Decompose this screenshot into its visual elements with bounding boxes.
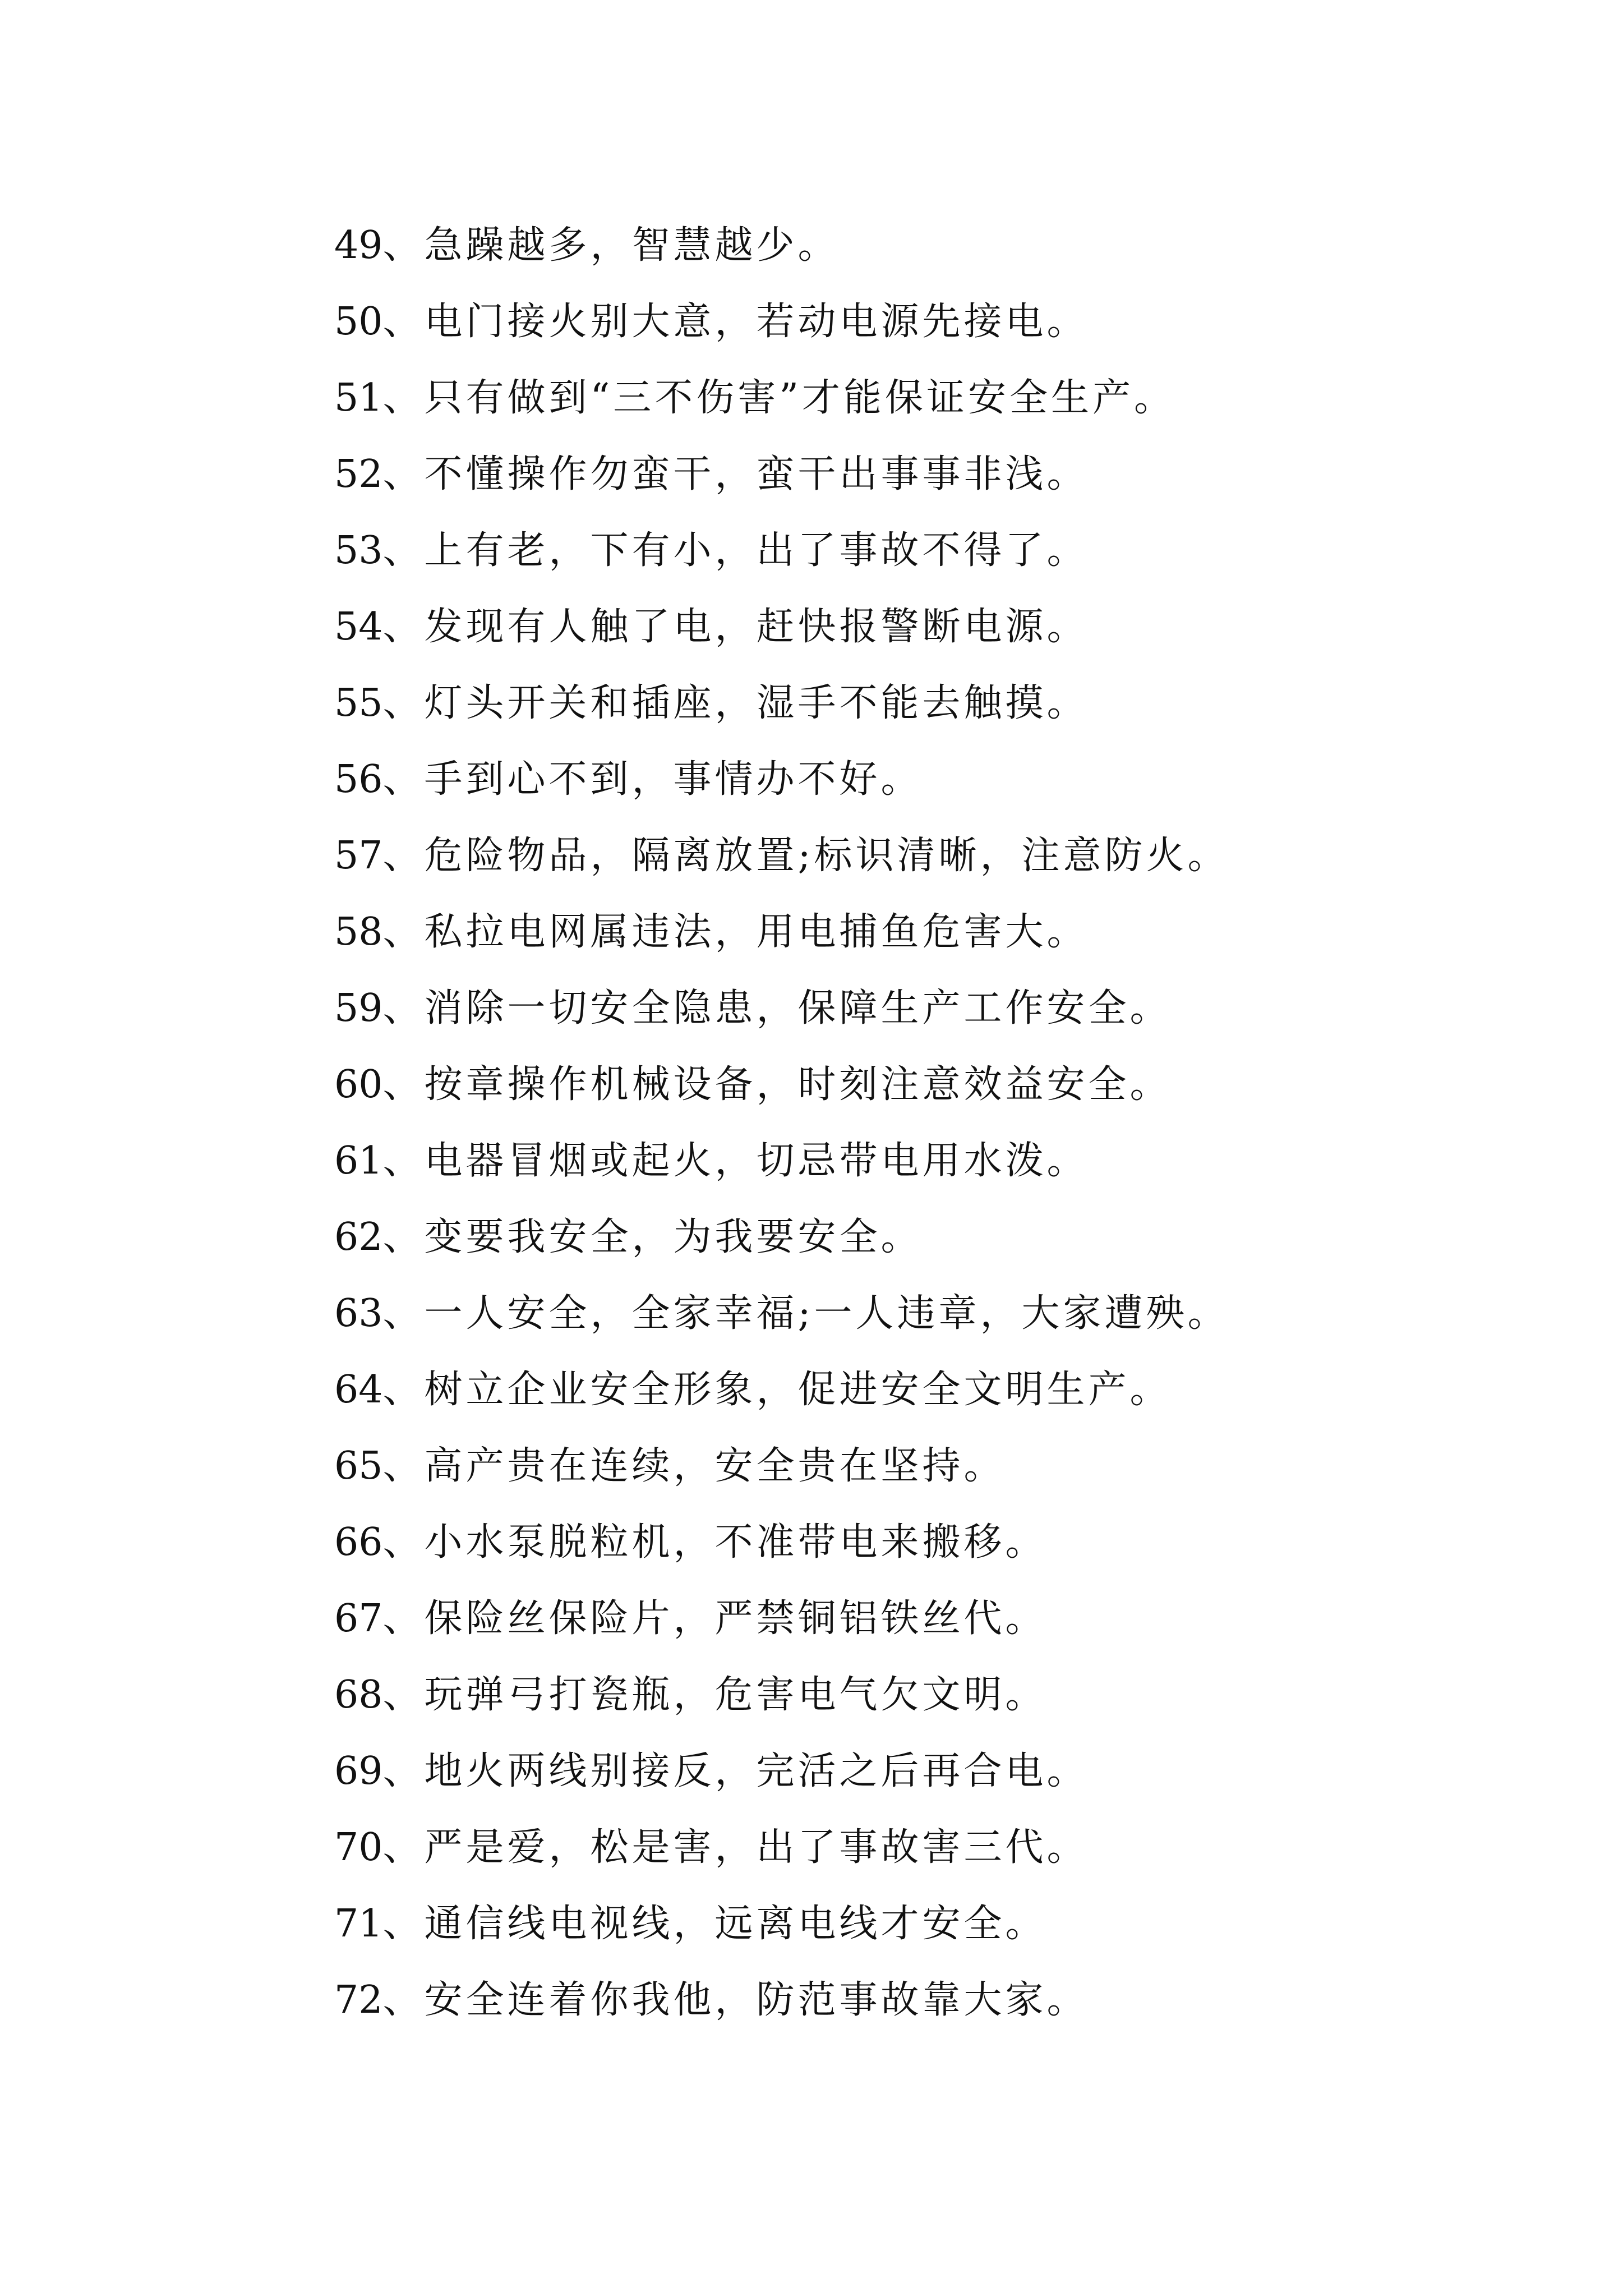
item-text: 、私拉电网属违法，用电捕鱼危害大。 — [382, 910, 1089, 954]
item-number: 59 — [334, 986, 383, 1030]
item-text: 、电门接火别大意，若动电源先接电。 — [382, 300, 1089, 344]
item-number: 51 — [334, 376, 383, 420]
list-item — [334, 1047, 1512, 1123]
item-text: 、消除一切安全隐患，保障生产工作安全。 — [382, 986, 1172, 1030]
item-number: 64 — [334, 1368, 383, 1412]
item-number: 58 — [334, 910, 383, 954]
item-text: 、安全连着你我他，防范事故靠大家。 — [382, 1978, 1089, 2022]
item-text: 、按章操作机械设备，时刻注意效益安全。 — [382, 1062, 1172, 1107]
item-text: 、严是爱，松是害，出了事故害三代。 — [382, 1825, 1089, 1870]
item-number: 55 — [334, 681, 383, 725]
list-item — [334, 1276, 1512, 1352]
list-item — [334, 1886, 1512, 1962]
list-item — [334, 1962, 1512, 2039]
item-number: 66 — [334, 1520, 383, 1565]
item-number: 53 — [334, 528, 383, 573]
item-number: 63 — [334, 1291, 383, 1336]
item-number: 52 — [334, 452, 383, 496]
list-item — [334, 1810, 1512, 1886]
list-item — [334, 513, 1512, 589]
item-text: 、高产贵在连续，安全贵在坚持。 — [382, 1444, 1006, 1488]
item-text: 、手到心不到，事情办不好。 — [382, 757, 923, 802]
list-item — [334, 818, 1512, 894]
item-number: 70 — [334, 1825, 383, 1870]
item-number: 49 — [334, 223, 383, 268]
item-number: 61 — [334, 1139, 383, 1183]
list-item — [334, 970, 1512, 1047]
list-item — [334, 208, 1512, 284]
item-number: 67 — [334, 1596, 383, 1641]
list-item — [334, 589, 1512, 665]
item-text: 、保险丝保险片，严禁铜铝铁丝代。 — [382, 1596, 1047, 1641]
list-item — [334, 1123, 1512, 1199]
list-item — [334, 742, 1512, 818]
item-number: 54 — [334, 605, 383, 649]
slogan-list — [334, 208, 1512, 2039]
list-item — [334, 1428, 1512, 1504]
list-item — [334, 1733, 1512, 1810]
list-item — [334, 284, 1512, 360]
item-text: 、上有老，下有小，出了事故不得了。 — [382, 528, 1089, 573]
item-text: 、急躁越多，智慧越少。 — [382, 223, 840, 268]
list-item — [334, 894, 1512, 970]
list-item — [334, 436, 1512, 513]
item-number: 60 — [334, 1062, 383, 1107]
item-text: 、危险物品，隔离放置;标识清晰，注意防火。 — [382, 834, 1229, 878]
item-text: 、只有做到“三不伤害”才能保证安全生产。 — [382, 376, 1176, 420]
item-number: 65 — [334, 1444, 383, 1488]
item-number: 72 — [334, 1978, 383, 2022]
item-number: 56 — [334, 757, 383, 802]
item-number: 57 — [334, 834, 383, 878]
item-number: 71 — [334, 1902, 383, 1946]
list-item — [334, 360, 1512, 436]
item-number: 50 — [334, 300, 383, 344]
item-text: 、玩弹弓打瓷瓶，危害电气欠文明。 — [382, 1673, 1047, 1717]
item-text: 、灯头开关和插座，湿手不能去触摸。 — [382, 681, 1089, 725]
item-text: 、一人安全，全家幸福;一人违章，大家遭殃。 — [382, 1291, 1229, 1336]
item-text: 、通信线电视线，远离电线才安全。 — [382, 1902, 1047, 1946]
item-text: 、不懂操作勿蛮干，蛮干出事事非浅。 — [382, 452, 1089, 496]
item-text: 、小水泵脱粒机，不准带电来搬移。 — [382, 1520, 1047, 1565]
list-item — [334, 1581, 1512, 1657]
item-text: 、树立企业安全形象，促进安全文明生产。 — [382, 1368, 1172, 1412]
list-item — [334, 1657, 1512, 1733]
item-text: 、变要我安全，为我要安全。 — [382, 1215, 923, 1259]
item-number: 69 — [334, 1749, 383, 1793]
item-text: 、电器冒烟或起火，切忌带电用水泼。 — [382, 1139, 1089, 1183]
list-item — [334, 1199, 1512, 1276]
list-item — [334, 665, 1512, 742]
list-item — [334, 1504, 1512, 1581]
item-text: 、地火两线别接反，完活之后再合电。 — [382, 1749, 1089, 1793]
item-number: 62 — [334, 1215, 383, 1259]
list-item — [334, 1352, 1512, 1428]
item-number: 68 — [334, 1673, 383, 1717]
item-text: 、发现有人触了电，赶快报警断电源。 — [382, 605, 1089, 649]
